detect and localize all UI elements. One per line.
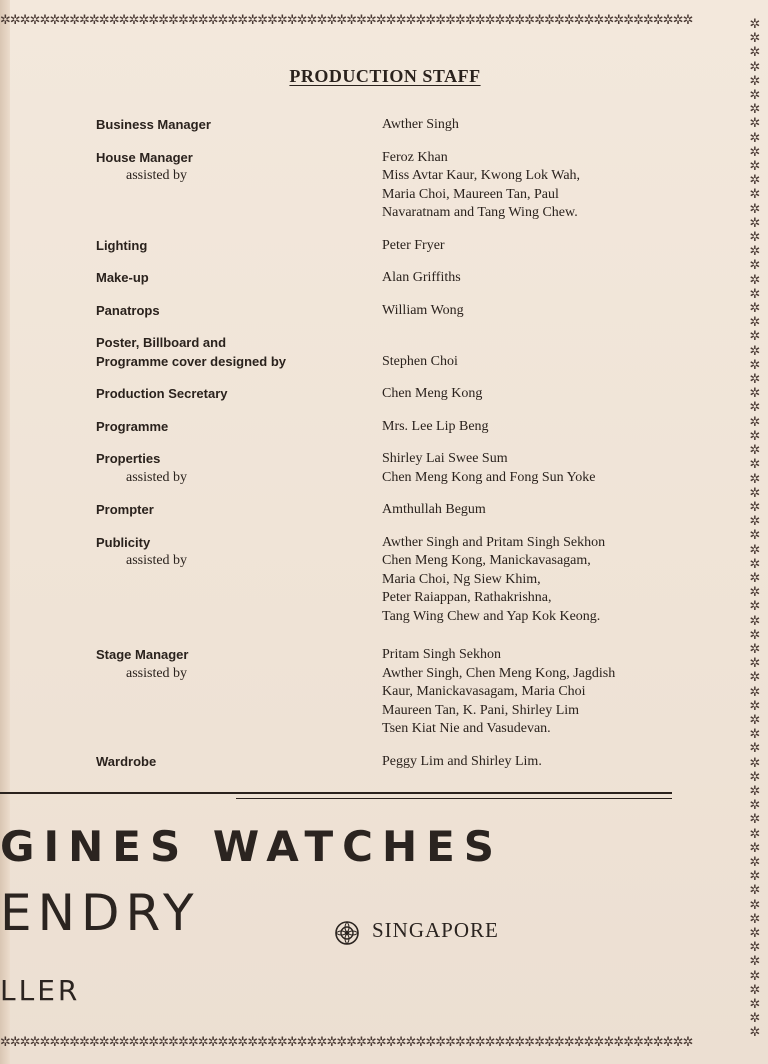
staff-row (96, 116, 696, 135)
staff-names (382, 418, 696, 437)
staff-role (96, 149, 382, 223)
staff-role-text: Business Manager (96, 117, 211, 132)
staff-name-line: Stephen Choi (382, 353, 458, 369)
ornamental-border-bottom: ✲✲✲✲✲✲✲✲✲✲✲✲✲✲✲✲✲✲✲✲✲✲✲✲✲✲✲✲✲✲✲✲✲✲✲✲✲✲✲✲✲✲✲✲✲✲✲✲✲✲✲✲✲✲✲✲✲✲✲✲✲✲✲✲✲✲✲✲✲✲ (0, 1035, 693, 1050)
rosette-icon (334, 920, 360, 946)
staff-names (382, 534, 696, 627)
staff-role-text: Prompter (96, 502, 154, 517)
staff-role (96, 302, 382, 321)
staff-role (96, 116, 382, 135)
staff-assisted-by: assisted by (126, 168, 188, 183)
staff-names (382, 646, 696, 739)
staff-name-line: Chen Meng Kong and Fong Sun Yoke (382, 469, 596, 485)
page-title: PRODUCTION STAFF (289, 66, 481, 86)
staff-name-line: Peter Raiappan, Rathakrishna, (382, 590, 552, 605)
staff-names (382, 149, 696, 223)
staff-role (96, 269, 382, 288)
staff-name-line: Kaur, Manickavasagam, Maria Choi (382, 684, 586, 699)
staff-names (382, 116, 696, 135)
staff-names (382, 753, 696, 772)
staff-names (382, 450, 696, 487)
staff-name-line: Navaratnam and Tang Wing Chew. (382, 205, 578, 220)
advert-line-endry: ENDRY (0, 884, 200, 942)
staff-role-text: Poster, Billboard and (96, 335, 227, 350)
staff-role (96, 646, 382, 739)
staff-role (96, 450, 382, 487)
staff-name-line: Alan Griffiths (382, 270, 461, 285)
staff-row (96, 646, 696, 739)
staff-names (382, 237, 696, 256)
staff-name-line: Pritam Singh Sekhon (382, 647, 502, 662)
staff-role (96, 334, 382, 371)
staff-role (96, 534, 382, 627)
staff-role-text: Programme cover designed by (96, 353, 287, 369)
staff-role-text: Stage Manager (96, 647, 189, 662)
advert-city: SINGAPORE (372, 918, 499, 942)
staff-names (382, 302, 696, 321)
staff-name-line: William Wong (382, 302, 464, 318)
staff-name-line: Feroz Khan (382, 149, 448, 165)
staff-role-text: Publicity (96, 534, 151, 550)
staff-name-line: Awther Singh (382, 117, 459, 132)
staff-row (96, 501, 696, 520)
staff-name-line: Tang Wing Chew and Yap Kok Keong. (382, 608, 601, 624)
staff-name-line: Mrs. Lee Lip Beng (382, 418, 489, 434)
staff-assisted-by: assisted by (126, 665, 188, 681)
staff-row (96, 302, 696, 321)
staff-row (96, 149, 696, 223)
staff-name-line: Maria Choi, Ng Siew Khim, (382, 571, 541, 587)
staff-row (96, 753, 696, 772)
staff-row (96, 385, 696, 404)
staff-role-text: Panatrops (96, 302, 160, 318)
staff-name-line: Chen Meng Kong, Manickavasagam, (382, 553, 591, 568)
staff-name-line: Awther Singh and Pritam Singh Sekhon (382, 534, 606, 550)
staff-list (96, 116, 696, 785)
staff-row (96, 450, 696, 487)
staff-row (96, 418, 696, 437)
ornamental-border-right: ✲✲✲✲✲✲✲✲✲✲✲✲✲✲✲✲✲✲✲✲✲✲✲✲✲✲✲✲✲✲✲✲✲✲✲✲✲✲✲✲✲✲✲✲✲✲✲✲✲✲✲✲✲✲✲✲✲✲✲✲✲✲✲✲✲✲✲✲✲✲✲✲ (749, 18, 761, 1040)
advert-line-ller: LLER (0, 974, 81, 1007)
advert-line-watches: GINES WATCHES (0, 822, 504, 871)
staff-role-text: House Manager (96, 149, 193, 165)
staff-name-line: Chen Meng Kong (382, 386, 483, 401)
staff-row (96, 269, 696, 288)
staff-row (96, 237, 696, 256)
staff-role (96, 501, 382, 520)
staff-name-line: Miss Avtar Kaur, Kwong Lok Wah, (382, 168, 581, 183)
staff-name-line: Amthullah Begum (382, 502, 486, 517)
staff-name-line: Peggy Lim and Shirley Lim. (382, 753, 542, 769)
staff-role-text: Programme (96, 418, 169, 434)
staff-name-line: Peter Fryer (382, 237, 445, 253)
staff-row (96, 534, 696, 627)
staff-role-text: Production Secretary (96, 386, 228, 401)
staff-name-line: Shirley Lai Swee Sum (382, 451, 508, 466)
staff-role-text: Make-up (96, 270, 149, 285)
staff-role (96, 418, 382, 437)
staff-name-line (382, 334, 696, 353)
divider-rule-thin (236, 798, 672, 799)
staff-names (382, 269, 696, 288)
staff-role-text: Lighting (96, 237, 148, 253)
staff-names (382, 385, 696, 404)
staff-role (96, 753, 382, 772)
staff-name-line: Maria Choi, Maureen Tan, Paul (382, 186, 559, 202)
staff-row (96, 334, 696, 371)
staff-assisted-by: assisted by (126, 469, 188, 485)
staff-role-text: Properties (96, 451, 161, 466)
staff-names (382, 501, 696, 520)
staff-names (382, 334, 696, 371)
staff-role (96, 237, 382, 256)
staff-name-line: Maureen Tan, K. Pani, Shirley Lim (382, 702, 580, 718)
divider-rule (0, 792, 672, 794)
staff-role (96, 385, 382, 404)
staff-assisted-by: assisted by (126, 553, 188, 568)
staff-role-text: Wardrobe (96, 753, 157, 769)
ornamental-border-top: ✲✲✲✲✲✲✲✲✲✲✲✲✲✲✲✲✲✲✲✲✲✲✲✲✲✲✲✲✲✲✲✲✲✲✲✲✲✲✲✲✲✲✲✲✲✲✲✲✲✲✲✲✲✲✲✲✲✲✲✲✲✲✲✲✲✲✲✲✲✲ (0, 13, 693, 28)
staff-name-line: Awther Singh, Chen Meng Kong, Jagdish (382, 665, 616, 681)
staff-name-line: Tsen Kiat Nie and Vasudevan. (382, 721, 551, 736)
